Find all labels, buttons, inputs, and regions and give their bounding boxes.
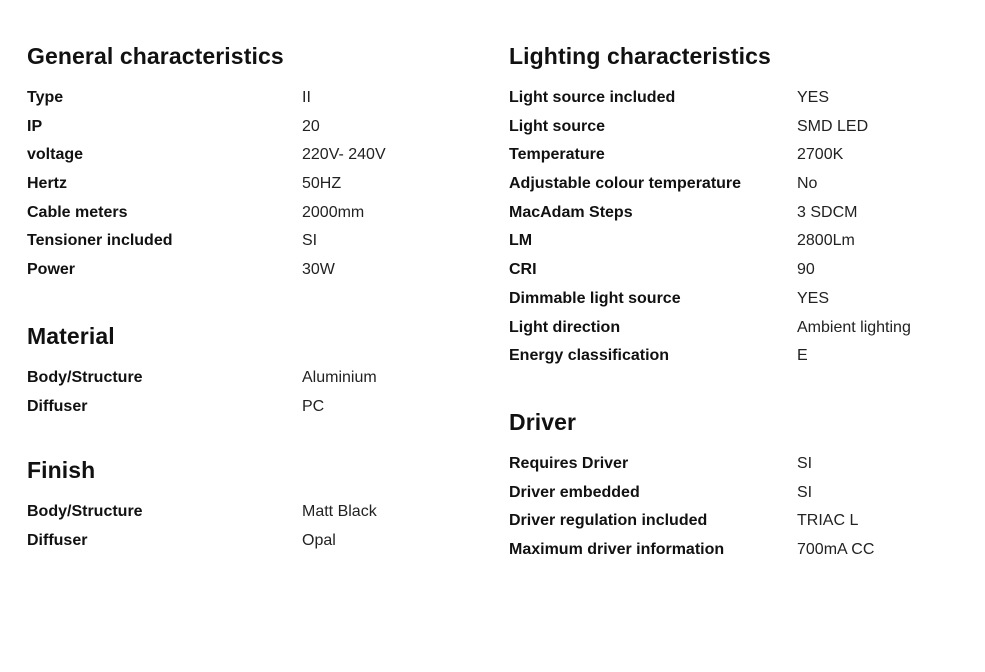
spec-row — [509, 145, 959, 174]
spec-row — [27, 203, 467, 232]
spec-value: YES — [797, 89, 830, 106]
spec-label: Adjustable colour temperature — [509, 175, 742, 193]
spec-value: 30W — [302, 261, 335, 279]
spec-label: Dimmable light source — [509, 289, 681, 307]
spec-label: Body/Structure — [27, 503, 143, 520]
spec-value: 50HZ — [302, 175, 342, 193]
spec-row — [27, 397, 467, 426]
spec-row — [27, 117, 467, 146]
spec-value: Opal — [302, 531, 336, 549]
spec-value: II — [302, 89, 311, 106]
spec-list — [27, 88, 467, 289]
spec-label: Light source — [509, 117, 606, 135]
spec-value: 2800Lm — [797, 232, 855, 250]
spec-label: CRI — [509, 261, 537, 279]
spec-value: PC — [302, 397, 325, 415]
spec-value: 220V- 240V — [302, 146, 386, 164]
spec-row — [509, 260, 959, 289]
section-title: Driver — [509, 409, 577, 435]
finish-section — [27, 456, 467, 559]
spec-value: TRIAC L — [797, 512, 859, 530]
spec-label: Driver regulation included — [509, 512, 708, 530]
spec-row — [27, 368, 467, 397]
spec-label: Hertz — [27, 175, 68, 193]
spec-value: 700mA CC — [797, 541, 875, 559]
section-title: Material — [27, 323, 115, 349]
section-title: Lighting characteristics — [509, 43, 771, 69]
spec-value: Aluminium — [302, 369, 377, 386]
spec-label: Power — [27, 261, 76, 279]
spec-value: 3 SDCM — [797, 203, 858, 221]
spec-row — [27, 88, 467, 117]
spec-value: SI — [797, 455, 813, 472]
spec-row — [27, 260, 467, 289]
spec-value: SI — [797, 483, 813, 501]
spec-label: LM — [509, 232, 533, 250]
spec-value: 20 — [302, 117, 320, 135]
spec-value: No — [797, 175, 818, 193]
section-title: General characteristics — [27, 43, 284, 69]
spec-value: 90 — [797, 261, 815, 279]
spec-row — [27, 531, 467, 560]
material-section — [27, 322, 467, 425]
spec-row — [27, 145, 467, 174]
spec-row — [509, 483, 959, 512]
spec-label: Tensioner included — [27, 232, 173, 250]
spec-row — [509, 88, 959, 117]
spec-value: Ambient lighting — [797, 318, 911, 336]
spec-value: E — [797, 347, 808, 365]
spec-label: Driver embedded — [509, 483, 640, 501]
spec-row — [509, 231, 959, 260]
spec-value: SMD LED — [797, 117, 869, 135]
spec-row — [509, 318, 959, 347]
spec-row — [509, 117, 959, 146]
lighting-characteristics-section — [509, 42, 959, 375]
spec-label: Cable meters — [27, 203, 128, 221]
spec-row — [27, 502, 467, 531]
spec-label: Diffuser — [27, 531, 88, 549]
spec-row — [27, 231, 467, 260]
section-title: Finish — [27, 457, 96, 483]
spec-value: SI — [302, 232, 318, 250]
spec-value: Matt Black — [302, 503, 377, 520]
spec-label: voltage — [27, 146, 84, 164]
driver-section — [509, 408, 959, 569]
spec-row — [509, 289, 959, 318]
spec-label: Maximum driver information — [509, 541, 725, 559]
spec-list — [509, 88, 959, 375]
spec-value: YES — [797, 289, 830, 307]
spec-label: MacAdam Steps — [509, 203, 633, 221]
spec-list — [509, 454, 959, 569]
spec-row — [509, 346, 959, 375]
general-characteristics-section — [27, 42, 467, 289]
spec-label: Type — [27, 89, 64, 106]
spec-value: 2000mm — [302, 203, 365, 221]
spec-label: Light source included — [509, 89, 676, 106]
spec-row — [509, 174, 959, 203]
spec-label: Energy classification — [509, 347, 670, 365]
spec-row — [509, 540, 959, 569]
spec-value: 2700K — [797, 146, 844, 164]
spec-label: Body/Structure — [27, 369, 143, 386]
spec-list — [27, 368, 467, 425]
spec-row — [27, 174, 467, 203]
spec-row — [509, 511, 959, 540]
spec-label: IP — [27, 117, 43, 135]
spec-label: Requires Driver — [509, 455, 629, 472]
spec-label: Diffuser — [27, 397, 88, 415]
spec-label: Light direction — [509, 318, 621, 336]
spec-row — [509, 454, 959, 483]
spec-label: Temperature — [509, 146, 605, 164]
spec-list — [27, 502, 467, 559]
spec-row — [509, 203, 959, 232]
